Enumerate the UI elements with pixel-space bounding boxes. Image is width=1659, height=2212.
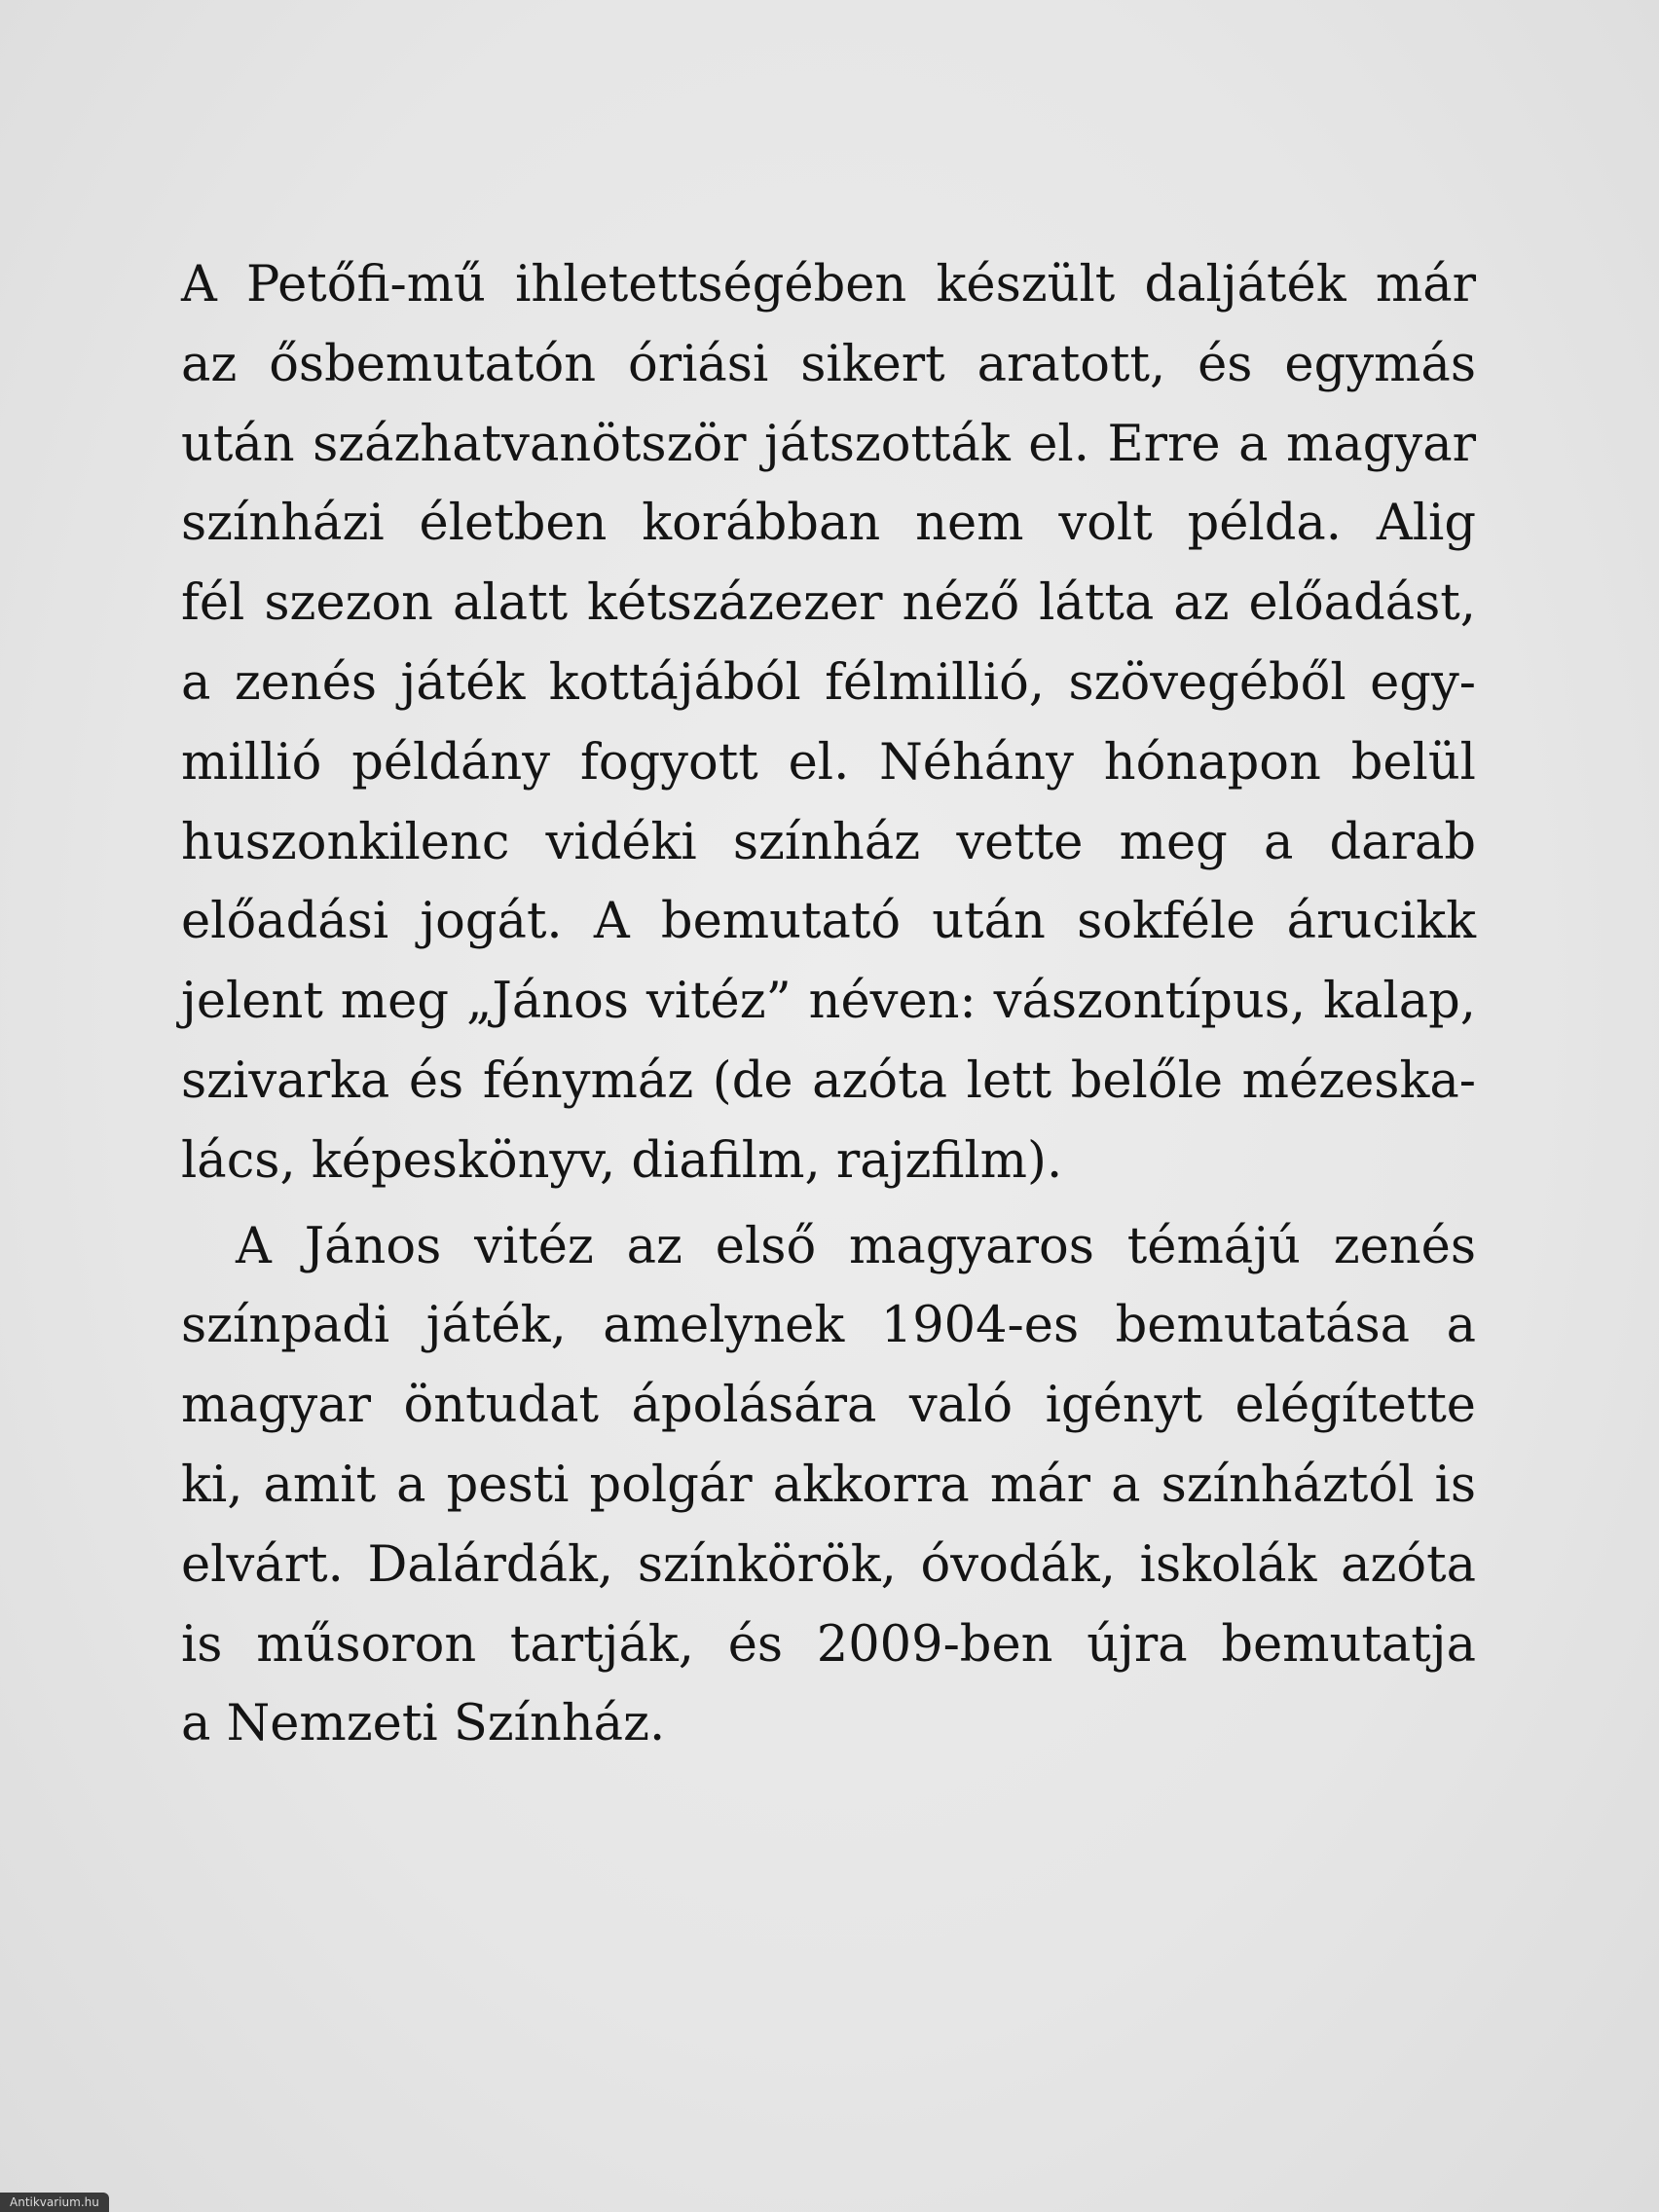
text-line: fél szezon alatt kétszázezer néző látta az előadást, xyxy=(181,574,1476,633)
text-line: a Nemzeti Színház. xyxy=(181,1695,666,1753)
site-watermark: Antikvarium.hu xyxy=(0,2193,109,2212)
text-line: színházi életben korábban nem volt példa. Alig xyxy=(181,495,1476,553)
text-line: szivarka és fénymáz (de azóta lett belőle mézeska- xyxy=(181,1051,1476,1110)
text-line: magyar öntudat ápolására való igényt elégítette xyxy=(181,1377,1476,1435)
text-line: után százhatvanötször játszották el. Erre a magyar xyxy=(181,415,1476,473)
paragraph-1 xyxy=(181,245,1476,1201)
body-text xyxy=(181,245,1476,1764)
text-line: színpadi játék, amelynek 1904-es bemutatása a xyxy=(181,1297,1476,1355)
text-line: a zenés játék kottájából félmillió, szövegéből egy- xyxy=(181,653,1476,712)
text-line: az ősbemutatón óriási sikert aratott, és egymás xyxy=(181,335,1476,393)
text-line: millió példány fogyott el. Néhány hónapon belül xyxy=(181,733,1476,792)
text-line: lács, képeskönyv, diafilm, rajzfilm). xyxy=(181,1131,1063,1190)
text-line: előadási jogát. A bemutató után sokféle árucikk xyxy=(181,893,1476,951)
text-line: jelent meg „János vitéz” néven: vászontípus, kalap, xyxy=(181,973,1476,1031)
text-line: ki, amit a pesti polgár akkorra már a színháztól is xyxy=(181,1456,1476,1514)
text-line: A Petőfi-mű ihletettségében készült daljáték már xyxy=(181,256,1476,313)
text-line: A János vitéz az első magyaros témájú zenés xyxy=(236,1217,1476,1275)
text-line: huszonkilenc vidéki színház vette meg a darab xyxy=(181,813,1476,871)
paragraph-2 xyxy=(181,1207,1476,1765)
text-line: is műsoron tartják, és 2009-ben újra bemutatja xyxy=(181,1615,1476,1674)
text-line: elvárt. Dalárdák, színkörök, óvodák, iskolák azóta xyxy=(181,1535,1476,1594)
